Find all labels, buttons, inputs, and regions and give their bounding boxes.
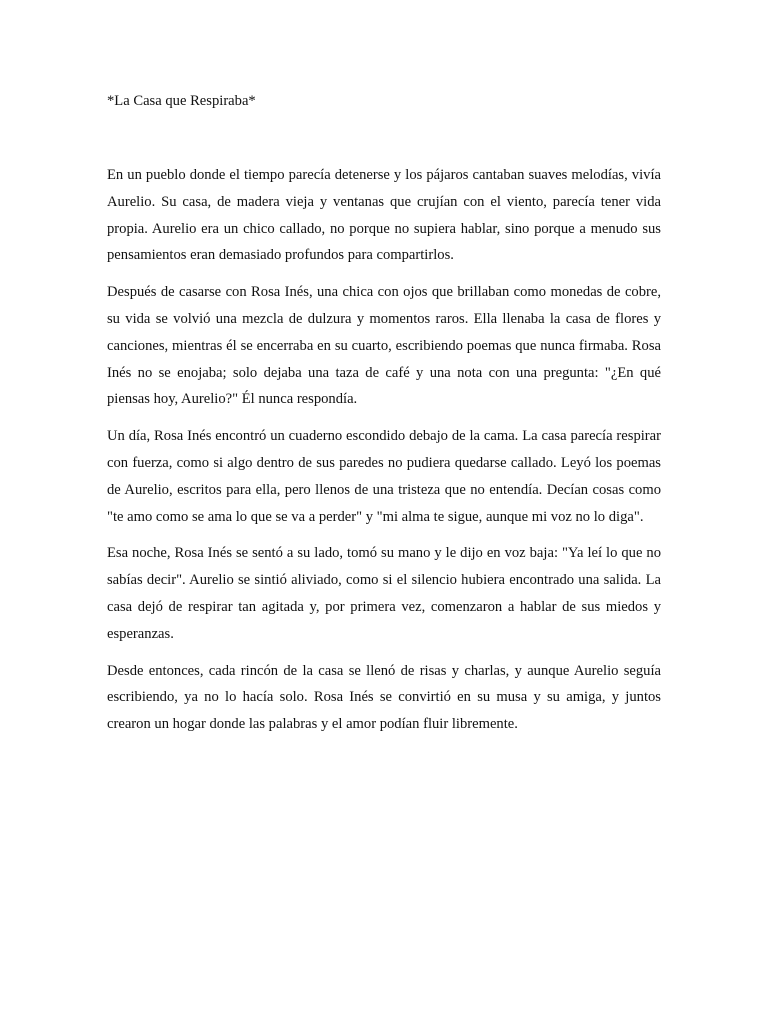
document-body	[107, 162, 661, 748]
paragraph-3: Un día, Rosa Inés encontró un cuaderno escondido debajo de la cama. La casa parecía respirar con fuerza, como si algo dentro de sus paredes no pudiera quedarse callado. Leyó los poemas de Aurelio, escritos para ella, pero llenos de una tristeza que no entendía. Decían cosas como "te amo como se ama lo que se va a perder" y "mi alma te sigue, aunque mi voz no lo diga".	[107, 428, 661, 525]
paragraph-1: En un pueblo donde el tiempo parecía detenerse y los pájaros cantaban suaves melodías, vivía Aurelio. Su casa, de madera vieja y ventanas que crujían con el viento, parecía tener vida propia. Aurelio era un chico callado, no porque no supiera hablar, sino porque a menudo sus pensamientos eran demasiado profundos para compartirlos.	[107, 167, 661, 264]
paragraph-4: Esa noche, Rosa Inés se sentó a su lado, tomó su mano y le dijo en voz baja: "Ya leí lo que no sabías decir". Aurelio se sintió aliviado, como si el silencio hubiera encontrado una salida. La casa dejó de respirar tan agitada y, por primera vez, comenzaron a hablar de sus miedos y esperanzas.	[107, 545, 661, 642]
paragraph-2: Después de casarse con Rosa Inés, una chica con ojos que brillaban como monedas de cobre, su vida se volvió una mezcla de dulzura y momentos raros. Ella llenaba la casa de flores y canciones, mientras él se encerraba en su cuarto, escribiendo poemas que nunca firmaba. Rosa Inés no se enojaba; solo dejaba una taza de café y una nota con una pregunta: "¿En qué piensas hoy, Aurelio?" Él nunca respondía.	[107, 284, 661, 408]
document-title: *La Casa que Respiraba*	[107, 93, 256, 109]
paragraph-5: Desde entonces, cada rincón de la casa se llenó de risas y charlas, y aunque Aurelio seguía escribiendo, ya no lo hacía solo. Rosa Inés se convirtió en su musa y su amiga, y juntos crearon un hogar donde las palabras y el amor podían fluir libremente.	[107, 662, 661, 733]
